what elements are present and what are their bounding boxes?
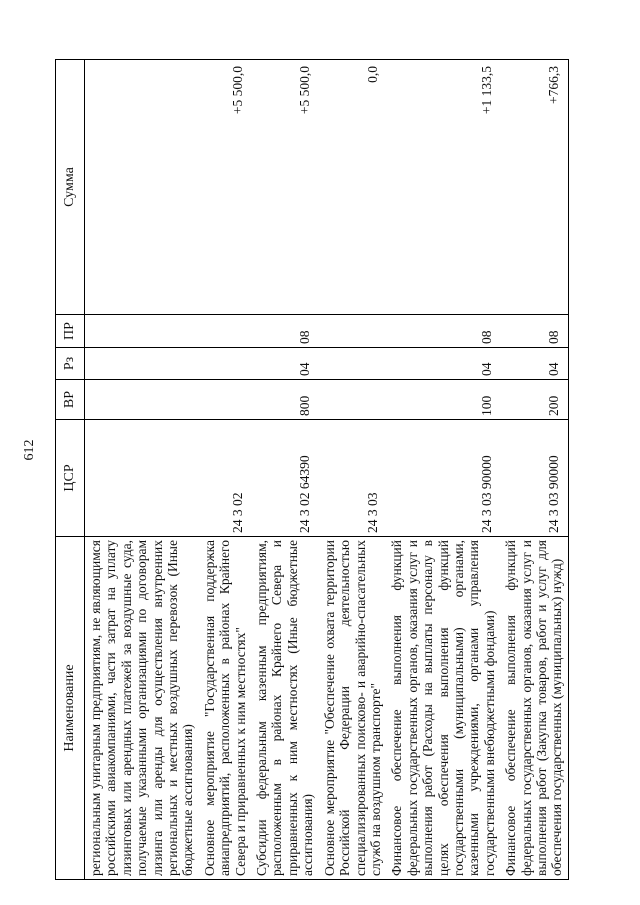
row-csr: 24 3 02 64390: [251, 420, 319, 537]
header-rz: Рз: [56, 348, 85, 380]
row-name: Финансовое обеспечение выполнения функций федеральных государственных органов, оказания услуг и выполнения работ (Расходы на выплаты персоналу в целях обеспечения выполнения функций государственными (муниципальными) органами, казенными учреждениями, органами управления государственными внебюджетными фондами): [386, 537, 500, 880]
table-row: [85, 60, 199, 880]
row-vr: [85, 380, 199, 420]
row-csr: 24 3 02: [199, 420, 251, 537]
row-rz: [85, 348, 199, 380]
row-rz: [199, 348, 251, 380]
table-row: [199, 60, 251, 880]
row-pr: 08: [386, 315, 500, 348]
row-pr: [85, 315, 199, 348]
row-rz: [319, 348, 387, 380]
table-row: [251, 60, 319, 880]
header-pr: ПР: [56, 315, 85, 348]
rotated-page-content: [55, 60, 615, 880]
row-vr: 200: [500, 380, 568, 420]
row-pr: 08: [251, 315, 319, 348]
row-rz: 04: [251, 348, 319, 380]
row-csr: 24 3 03 90000: [386, 420, 500, 537]
row-vr: 800: [251, 380, 319, 420]
row-csr: 24 3 03 90000: [500, 420, 568, 537]
table-row: [319, 60, 387, 880]
row-name: Субсидии федеральным казенным предприятиям, расположенным в районах Крайнего Севера и приравненных к ним местностях (Иные бюджетные ассигнования): [251, 537, 319, 880]
header-csr: ЦСР: [56, 420, 85, 537]
row-sum: +5 500,0: [199, 60, 251, 315]
row-name: региональным унитарным предприятиям, не являющимся российскими авиакомпаниями, части затрат на уплату лизинговых или арендных платежей за воздушные суда, получаемые указанными организациями по договорам лизинга или аренды для осуществления внутренних региональных и местных воздушных перевозок (Иные бюджетные ассигнования): [85, 537, 199, 880]
budget-table: [55, 59, 569, 880]
row-vr: [319, 380, 387, 420]
header-vr: ВР: [56, 380, 85, 420]
page-number: 612: [22, 439, 37, 461]
header-name: Наименование: [56, 537, 85, 880]
row-vr: 100: [386, 380, 500, 420]
row-sum: 0,0: [319, 60, 387, 315]
row-sum: [85, 60, 199, 315]
table-row: [500, 60, 568, 880]
row-sum: +5 500,0: [251, 60, 319, 315]
row-sum: +1 133,5: [386, 60, 500, 315]
row-pr: 08: [500, 315, 568, 348]
header-sum: Сумма: [56, 60, 85, 315]
row-csr: 24 3 03: [319, 420, 387, 537]
row-name: Основное мероприятие "Обеспечение охвата территории Российской Федерации деятельностью специализированных поисково- и аварийно-спасательных служб на воздушном транспорте": [319, 537, 387, 880]
table-header-row: [56, 60, 85, 880]
row-name: Основное мероприятие "Государственная поддержка авиапредприятий, расположенных в районах Крайнего Севера и приравненных к ним местностях": [199, 537, 251, 880]
row-name: Финансовое обеспечение выполнения функций федеральных государственных органов, оказания услуг и выполнения работ (Закупка товаров, работ и услуг для обеспечения государственных (муниципальных) нужд): [500, 537, 568, 880]
row-vr: [199, 380, 251, 420]
row-pr: [319, 315, 387, 348]
row-csr: [85, 420, 199, 537]
row-rz: 04: [386, 348, 500, 380]
row-sum: +766,3: [500, 60, 568, 315]
table-row: [386, 60, 500, 880]
row-rz: 04: [500, 348, 568, 380]
row-pr: [199, 315, 251, 348]
